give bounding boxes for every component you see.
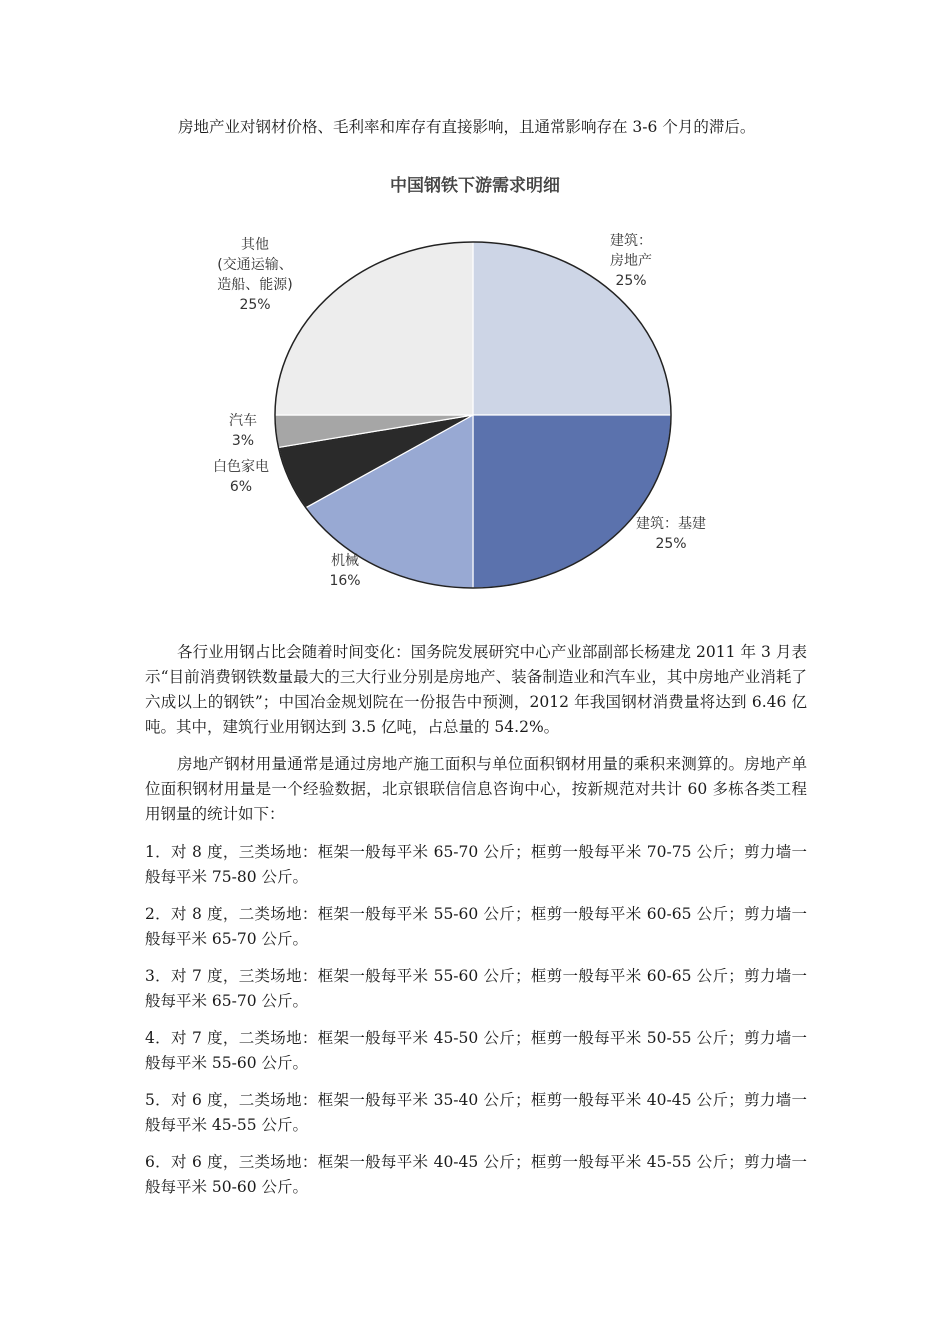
slice-label-line: 6% (229, 479, 253, 495)
slice-label-line: 房地产 (610, 253, 652, 269)
slice-label-line: (交通运输、 (217, 257, 293, 273)
chart-title: 中国钢铁下游需求明细 (390, 176, 560, 196)
pie-chart-svg (153, 153, 798, 615)
slice-label-line: 其他 (241, 237, 269, 253)
slice-label-line: 建筑： (610, 233, 652, 249)
slice-label-line: 16% (329, 573, 361, 589)
slice-label-line: 25% (239, 297, 271, 313)
slice-label-line: 机械 (331, 553, 359, 569)
slice-label-line: 造船、能源) (217, 277, 293, 293)
slice-label-line: 汽车 (229, 413, 257, 429)
steel-demand-pie-chart (153, 153, 798, 615)
list-item: 1．对 8 度，三类场地：框架一般每平米 65-70 公斤；框剪一般每平米 70-75 公斤；剪力墙一般每平米 75-80 公斤。 (145, 843, 807, 886)
list-item: 6．对 6 度，三类场地：框架一般每平米 40-45 公斤；框剪一般每平米 45-55 公斤；剪力墙一般每平米 50-60 公斤。 (145, 1153, 807, 1196)
list-item: 2．对 8 度，二类场地：框架一般每平米 55-60 公斤；框剪一般每平米 60-65 公斤；剪力墙一般每平米 65-70 公斤。 (145, 905, 807, 948)
paragraph-steel-usage: 房地产钢材用量通常是通过房地产施工面积与单位面积钢材用量的乘积来测算的。房地产单位面积钢材用量是一个经验数据，北京银联信信息咨询中心，按新规范对共计 60 多栋各类工程用钢量的统计如下： (145, 755, 807, 823)
slice-label-line: 25% (655, 536, 687, 552)
paragraph-steel-share: 各行业用钢占比会随着时间变化：国务院发展研究中心产业部副部长杨建龙 2011 年 3 月表示“目前消费钢铁数量最大的三大行业分别是房地产、装备制造业和汽车业，其中房地产业消耗了六成以上的钢铁”；中国冶金规划院在一份报告中预测，2012 年我国钢材消费量将达到 6.46 亿吨。其中，建筑行业用钢达到 3.5 亿吨，占总量的 54.2%。 (145, 643, 807, 736)
list-item: 5．对 6 度，二类场地：框架一般每平米 35-40 公斤；框剪一般每平米 40-45 公斤；剪力墙一般每平米 45-55 公斤。 (145, 1091, 807, 1134)
list-item: 4．对 7 度，二类场地：框架一般每平米 45-50 公斤；框剪一般每平米 50-55 公斤；剪力墙一般每平米 55-60 公斤。 (145, 1029, 807, 1072)
slice-label (610, 232, 652, 289)
list-item: 3．对 7 度，三类场地：框架一般每平米 55-60 公斤；框剪一般每平米 60-65 公斤；剪力墙一般每平米 65-70 公斤。 (145, 967, 807, 1010)
slice-label-line: 25% (615, 273, 647, 289)
slice-label-line: 建筑：基建 (636, 516, 706, 532)
slice-label-line: 白色家电 (213, 459, 269, 475)
slice-label-line: 3% (231, 433, 255, 449)
intro-paragraph: 房地产业对钢材价格、毛利率和库存有直接影响，且通常影响存在 3-6 个月的滞后。 (178, 118, 756, 136)
pie-slices (275, 242, 671, 588)
